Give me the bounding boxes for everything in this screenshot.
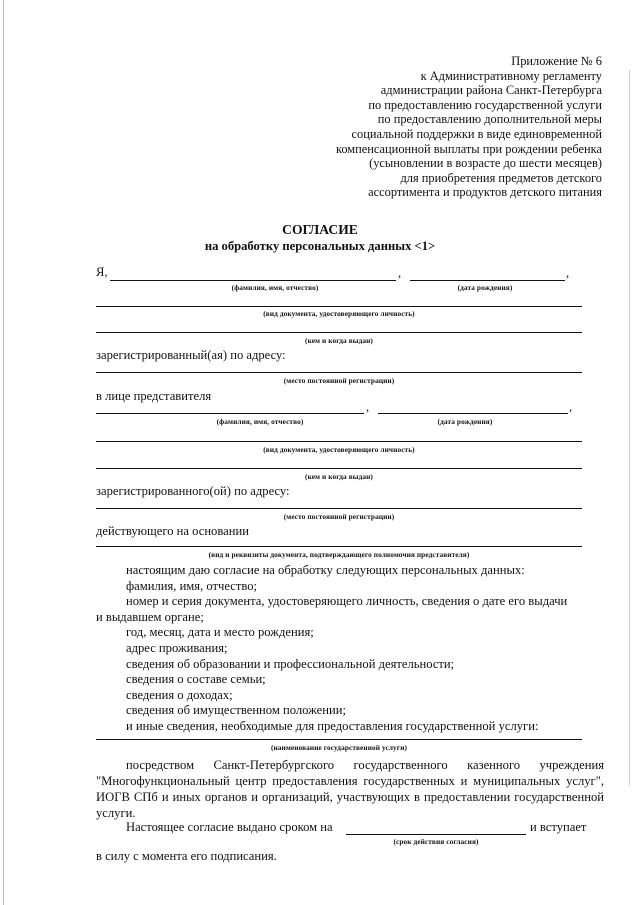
perm-reg-caption: (место постоянной регистрации) (283, 376, 395, 385)
rep-dob-field-line[interactable] (378, 413, 568, 414)
doc-type-caption: (вид документа, удостоверяющего личность) (263, 309, 415, 318)
scan-edge-left (3, 0, 4, 905)
rep-perm-reg-caption: (место постоянной регистрации) (283, 512, 395, 521)
appendix-line: администрации района Санкт-Петербурга (380, 83, 602, 98)
service-name-field-line[interactable] (96, 739, 582, 740)
consent-item: сведения о доходах; (126, 687, 233, 702)
rep-fio-field-line[interactable] (96, 413, 364, 414)
consent-item: год, месяц, дата и место рождения; (126, 625, 314, 640)
appendix-header (262, 54, 602, 200)
term-suffix: и вступает (530, 820, 587, 834)
through-paragraph: посредством Санкт-Петербургского государственного казенного учреждения "Многофункциональный центр предоставления государственных и муниципальных услуг", ИОГВ СПб и иных органов и организаций, участвующих в предоставлении государственной услуги. (96, 758, 604, 820)
consent-item: адрес проживания; (126, 640, 228, 655)
consent-term-caption: (срок действия согласия) (393, 837, 479, 846)
rep-issued-field-line[interactable] (96, 468, 582, 469)
dob-caption: (дата рождения) (457, 283, 513, 292)
comma: , (366, 400, 370, 414)
appendix-line: социальной поддержки в виде единовременной (351, 126, 602, 141)
rep-issued-caption: (кем и когда выдан) (305, 472, 373, 481)
acting-basis-label: действующего на основании (96, 524, 249, 538)
fio-caption: (фамилия, имя, отчество) (231, 283, 319, 292)
rep-registered-label: зарегистрированного(ой) по адресу: (96, 484, 290, 498)
ya-label: Я, (96, 265, 108, 279)
appendix-line: по предоставлению государственной услуги (368, 97, 602, 112)
consent-item: сведения об образовании и профессиональной деятельности; (126, 656, 455, 671)
registered-label: зарегистрированный(ая) по адресу: (96, 348, 286, 362)
authority-doc-field-line[interactable] (96, 546, 582, 547)
appendix-line: (усыновлении в возрасте до шести месяцев) (369, 156, 602, 171)
consent-item: фамилия, имя, отчество; (126, 578, 257, 593)
document-title: СОГЛАСИЕ (282, 222, 358, 237)
appendix-line: к Административному регламенту (420, 68, 602, 83)
service-name-caption: (наименование государственной услуги) (270, 743, 408, 752)
issued-field-line[interactable] (96, 332, 582, 333)
appendix-line: для приобретения предметов детского (400, 170, 602, 185)
consent-list (96, 563, 604, 735)
document-subtitle: на обработку персональных данных <1> (204, 239, 436, 253)
comma: , (569, 400, 573, 414)
appendix-line: ассортимента и продуктов детского питания (368, 185, 602, 200)
issued-caption: (кем и когда выдан) (305, 336, 373, 345)
appendix-line: Приложение № 6 (511, 54, 602, 68)
consent-item: сведения об имущественном положении; (126, 703, 346, 718)
consent-item: и иные сведения, необходимые для предоставления государственной услуги: (126, 718, 539, 733)
comma: , (566, 266, 570, 280)
appendix-line: по предоставлению дополнительной меры (377, 112, 602, 127)
rep-perm-reg-field-line[interactable] (96, 508, 582, 509)
consent-intro: настоящим даю согласие на обработку следующих персональных данных: (126, 563, 525, 577)
comma: , (398, 266, 402, 280)
consent-term-field-line[interactable] (346, 834, 526, 835)
consent-item: сведения о составе семьи; (126, 672, 266, 687)
appendix-line: компенсационной выплаты при рождении ребенка (335, 141, 602, 156)
term-end: в силу с момента его подписания. (96, 849, 277, 863)
scan-edge-right (629, 70, 630, 785)
consent-item: и выдавшем органе; (96, 609, 204, 624)
fio-field-line[interactable] (110, 280, 396, 281)
perm-reg-field-line[interactable] (96, 372, 582, 373)
dob-field-line[interactable] (410, 280, 565, 281)
rep-doc-type-field-line[interactable] (96, 441, 582, 442)
rep-fio-caption: (фамилия, имя, отчество) (216, 417, 304, 426)
rep-doc-type-caption: (вид документа, удостоверяющего личность) (263, 445, 415, 454)
term-prefix: Настоящее согласие выдано сроком на (126, 820, 333, 834)
rep-dob-caption: (дата рождения) (437, 417, 493, 426)
doc-type-field-line[interactable] (96, 306, 582, 307)
authority-doc-caption: (вид и реквизиты документа, подтверждающего полномочия представителя) (208, 550, 470, 559)
consent-item: номер и серия документа, удостоверяющего личность, сведения о дате его выдачи (126, 594, 568, 609)
representative-label: в лице представителя (96, 389, 212, 403)
